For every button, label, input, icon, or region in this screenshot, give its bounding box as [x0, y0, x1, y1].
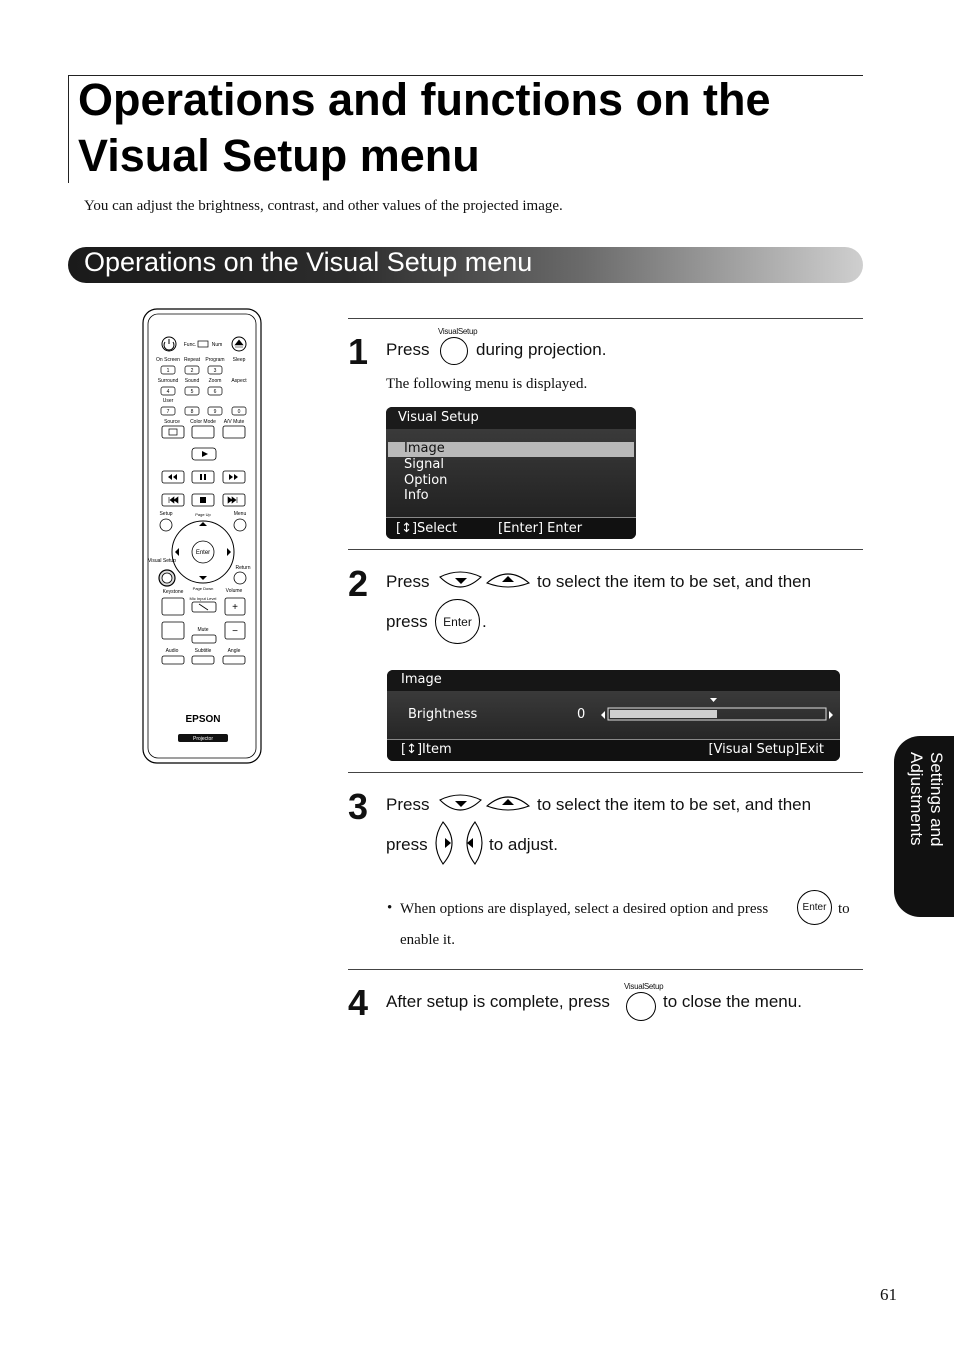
num-label: Num: [211, 342, 223, 348]
up-down-arrow-buttons-icon: [438, 793, 532, 815]
step-separator: [348, 549, 863, 550]
brightness-label: Brightness: [408, 707, 478, 722]
page-title: Operations and functions on the Visual Setup menu: [78, 74, 771, 181]
color-mode-label: Color Mode: [190, 419, 216, 425]
step3-bullet-after: to: [838, 901, 850, 917]
step2-line2-after: .: [482, 612, 487, 631]
setup-label: Setup: [159, 511, 173, 517]
step-separator: [348, 772, 863, 773]
enter-button-icon: Enter: [435, 599, 480, 644]
aspect-label: Aspect: [231, 378, 247, 384]
step3-text-before: Press: [386, 795, 430, 814]
visual-setup-label: Visual Setup: [148, 558, 176, 564]
step-separator: [348, 318, 863, 319]
func-label: Func.: [183, 342, 197, 348]
step-number: 4: [348, 982, 369, 1023]
keystone-label: Keystone: [162, 589, 184, 595]
step-number: 3: [348, 786, 369, 827]
enter-label: Enter: [195, 550, 211, 556]
brightness-value: 0: [577, 707, 586, 722]
step4-text-before: After setup is complete, press: [386, 992, 610, 1011]
menu-label: Menu: [233, 511, 247, 517]
image-menu-title: Image: [401, 672, 442, 687]
menu-item-option: Option: [404, 473, 448, 488]
digit-key-label: 0: [237, 409, 241, 415]
projector-badge: Projector: [192, 736, 214, 742]
brightness-slider: [599, 696, 839, 730]
av-mute-label: A/V Mute: [223, 419, 245, 425]
remote-control-illustration: [142, 308, 262, 764]
on-screen-label: On Screen: [156, 357, 180, 363]
digit-key-label: 1: [166, 368, 170, 374]
digit-key-label: 3: [213, 368, 217, 374]
step3-line2-before: press: [386, 835, 428, 854]
image-menu-footer-right: [Visual Setup]Exit: [708, 742, 824, 757]
sleep-label: Sleep: [232, 357, 246, 363]
repeat-label: Repeat: [183, 357, 201, 363]
surround-label: Surround: [157, 378, 179, 384]
audio-label: Audio: [165, 648, 179, 654]
title-rule-left: [68, 75, 69, 183]
digit-key-label: 8: [190, 409, 194, 415]
step4-text-after: to close the menu.: [663, 992, 802, 1011]
step-number: 2: [348, 563, 369, 604]
return-label: Return: [235, 565, 251, 571]
digit-key-label: 4: [166, 389, 170, 395]
menu-title: Visual Setup: [398, 410, 479, 425]
section-title: Operations on the Visual Setup menu: [84, 247, 533, 277]
volume-label: Volume: [225, 588, 243, 594]
digit-key-label: 9: [213, 409, 217, 415]
step3-text-after: to select the item to be set, and then: [537, 795, 812, 814]
menu-footer-left: [↕]Select: [396, 521, 458, 536]
step2-text-before: Press: [386, 572, 430, 591]
side-tab-label: Settings and Adjustments: [907, 752, 946, 847]
epson-logo: EPSON: [185, 714, 221, 725]
step-separator: [348, 969, 863, 970]
menu-item-signal: Signal: [404, 457, 444, 472]
source-label: Source: [164, 419, 180, 425]
mic-input-level-label: Mic Input Level: [189, 596, 217, 601]
up-down-arrow-buttons-icon: [438, 570, 532, 592]
menu-item-info: Info: [404, 488, 429, 503]
subtitle-label: Subtitle: [194, 648, 212, 654]
zoom-label: Zoom: [208, 378, 222, 384]
image-menu-screen: [387, 670, 840, 761]
image-menu-footer-left: [↕]Item: [401, 742, 452, 757]
digit-key-label: 7: [166, 409, 170, 415]
digit-key-label: 5: [190, 389, 194, 395]
step3-bullet-text: When options are displayed, select a desired option and press: [400, 901, 769, 917]
intro-text: You can adjust the brightness, contrast, and other values of the projected image.: [84, 198, 563, 214]
angle-label: Angle: [227, 648, 241, 654]
program-label: Program: [205, 357, 225, 363]
visual-setup-button-label: VisualSetup: [438, 327, 478, 336]
page-up-label: Page Up: [195, 512, 211, 517]
page-down-label: Page Down: [192, 586, 214, 591]
user-label: User: [162, 398, 174, 404]
step3-line2-after: to adjust.: [489, 835, 558, 854]
step1-text-before: Press: [386, 340, 430, 359]
func-num-switch: [198, 341, 208, 347]
mute-label: Mute: [197, 627, 209, 633]
bullet-icon: •: [387, 900, 393, 916]
menu-item-image: Image: [404, 441, 445, 456]
step-number: 1: [348, 331, 369, 372]
left-right-arrow-buttons-icon: [435, 820, 485, 866]
digit-key-label: 2: [190, 368, 194, 374]
visual-setup-button-icon: [626, 992, 656, 1021]
step2-text-after: to select the item to be set, and then: [537, 572, 812, 591]
digit-key-label: 6: [213, 389, 217, 395]
page-number: 61: [880, 1285, 897, 1304]
visual-setup-button-icon: [440, 337, 468, 365]
visual-setup-menu-screen: [386, 407, 636, 539]
step3-bullet-line2: enable it.: [400, 932, 455, 948]
svg-text:−: −: [232, 626, 238, 637]
step2-line2-before: press: [386, 612, 428, 631]
svg-text:+: +: [232, 602, 238, 613]
enter-button-icon: Enter: [797, 890, 832, 925]
sound-label: Sound: [184, 378, 200, 384]
step1-note: The following menu is displayed.: [386, 376, 588, 392]
menu-footer-right: [Enter] Enter: [498, 521, 583, 536]
visual-setup-button-label: VisualSetup: [624, 982, 664, 991]
step1-text-after: during projection.: [476, 340, 607, 359]
